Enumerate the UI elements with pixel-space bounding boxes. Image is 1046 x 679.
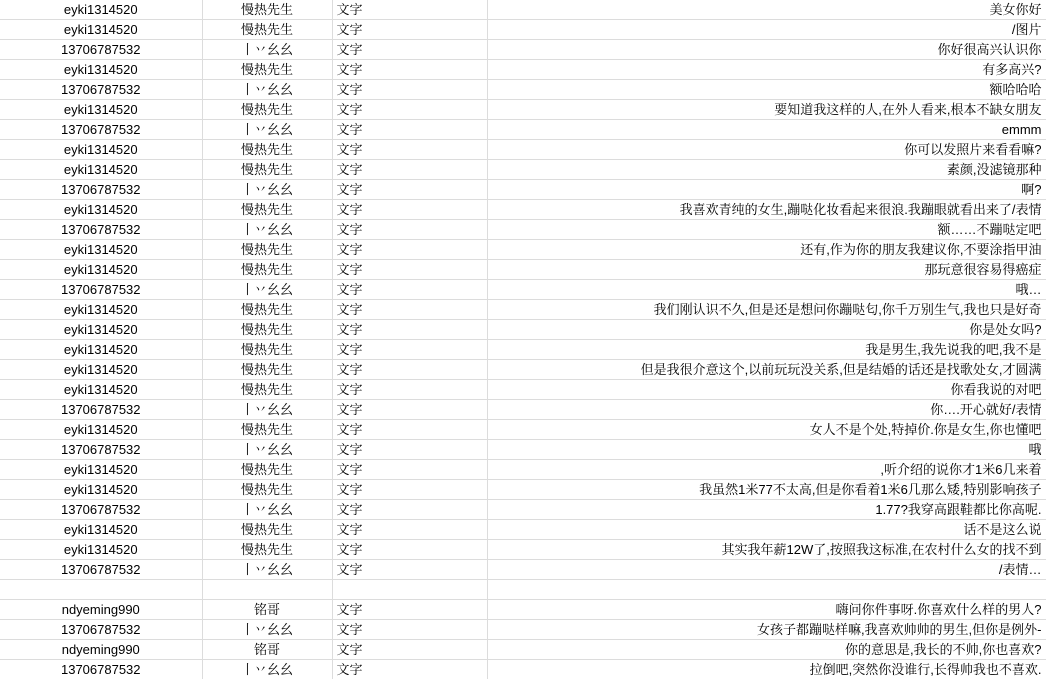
cell-message: 哦… xyxy=(487,280,1046,300)
cell-msg-type: 文字 xyxy=(332,100,487,120)
table-row xyxy=(0,540,1046,560)
cell-account: 13706787532 xyxy=(0,80,202,100)
cell-account: eyki1314520 xyxy=(0,100,202,120)
cell-msg-type: 文字 xyxy=(332,620,487,640)
table-row xyxy=(0,480,1046,500)
cell-message: 有多高兴? xyxy=(487,60,1046,80)
table-row xyxy=(0,440,1046,460)
cell-message: 你看我说的对吧 xyxy=(487,380,1046,400)
cell-message: 我喜欢青纯的女生,蹦哒化妆看起来很浪.我蹦眼就看出来了/表情 xyxy=(487,200,1046,220)
table-row xyxy=(0,240,1046,260)
table-row xyxy=(0,220,1046,240)
cell-message: 美女你好 xyxy=(487,0,1046,20)
table-row xyxy=(0,640,1046,660)
cell-message: 那玩意很容易得癌症 xyxy=(487,260,1046,280)
table-row xyxy=(0,280,1046,300)
cell-message: 哦 xyxy=(487,440,1046,460)
cell-message: 啊? xyxy=(487,180,1046,200)
table-row xyxy=(0,180,1046,200)
table-row xyxy=(0,160,1046,180)
cell-nickname: 慢热先生 xyxy=(202,20,332,40)
cell-account: eyki1314520 xyxy=(0,520,202,540)
cell-account: 13706787532 xyxy=(0,500,202,520)
cell-message: 1.77?我穿高跟鞋都比你高呢. xyxy=(487,500,1046,520)
table-row xyxy=(0,20,1046,40)
cell-nickname: 丨丷幺幺 xyxy=(202,660,332,679)
cell-msg-type: 文字 xyxy=(332,80,487,100)
cell-account: ndyeming990 xyxy=(0,640,202,660)
cell-message: 但是我很介意这个,以前玩玩没关系,但是结婚的话还是找歌处女,才圆满 xyxy=(487,360,1046,380)
cell-account: eyki1314520 xyxy=(0,480,202,500)
cell-nickname xyxy=(202,580,332,600)
cell-account: eyki1314520 xyxy=(0,60,202,80)
table-row xyxy=(0,560,1046,580)
cell-message: 你是处女吗? xyxy=(487,320,1046,340)
cell-nickname: 慢热先生 xyxy=(202,540,332,560)
cell-nickname: 丨丷幺幺 xyxy=(202,440,332,460)
cell-account: 13706787532 xyxy=(0,220,202,240)
cell-msg-type: 文字 xyxy=(332,560,487,580)
table-row xyxy=(0,620,1046,640)
cell-msg-type: 文字 xyxy=(332,120,487,140)
cell-msg-type: 文字 xyxy=(332,60,487,80)
cell-msg-type: 文字 xyxy=(332,600,487,620)
cell-message: 我们刚认识不久,但是还是想问你蹦哒匂,你千万别生气,我也只是好奇 xyxy=(487,300,1046,320)
table-row-blank xyxy=(0,580,1046,600)
cell-account: eyki1314520 xyxy=(0,240,202,260)
table-row xyxy=(0,500,1046,520)
cell-account: eyki1314520 xyxy=(0,160,202,180)
cell-account: eyki1314520 xyxy=(0,0,202,20)
cell-message: 其实我年薪12W了,按照我这标准,在农村什么女的找不到 xyxy=(487,540,1046,560)
cell-account: eyki1314520 xyxy=(0,300,202,320)
cell-message: 拉倒吧,突然你没谁行,长得帅我也不喜欢. xyxy=(487,660,1046,679)
cell-account: eyki1314520 xyxy=(0,460,202,480)
cell-msg-type: 文字 xyxy=(332,160,487,180)
cell-account: eyki1314520 xyxy=(0,260,202,280)
cell-account: 13706787532 xyxy=(0,40,202,60)
cell-account: 13706787532 xyxy=(0,440,202,460)
cell-account: 13706787532 xyxy=(0,120,202,140)
cell-msg-type: 文字 xyxy=(332,200,487,220)
cell-message: 我虽然1米77不太高,但是你看着1米6几那么矮,特别影响孩子 xyxy=(487,480,1046,500)
cell-account: eyki1314520 xyxy=(0,320,202,340)
cell-message: 话不是这么说 xyxy=(487,520,1046,540)
table-row xyxy=(0,400,1046,420)
cell-account: eyki1314520 xyxy=(0,540,202,560)
table-row xyxy=(0,0,1046,20)
cell-msg-type: 文字 xyxy=(332,380,487,400)
cell-msg-type: 文字 xyxy=(332,140,487,160)
cell-account: eyki1314520 xyxy=(0,20,202,40)
cell-account: 13706787532 xyxy=(0,560,202,580)
cell-nickname: 丨丷幺幺 xyxy=(202,280,332,300)
cell-account xyxy=(0,580,202,600)
cell-msg-type xyxy=(332,580,487,600)
cell-nickname: 慢热先生 xyxy=(202,320,332,340)
table-row xyxy=(0,660,1046,679)
table-row xyxy=(0,380,1046,400)
cell-account: eyki1314520 xyxy=(0,360,202,380)
cell-nickname: 慢热先生 xyxy=(202,100,332,120)
cell-nickname: 慢热先生 xyxy=(202,380,332,400)
cell-message: 嗨问你件事呀.你喜欢什么样的男人? xyxy=(487,600,1046,620)
table-row xyxy=(0,420,1046,440)
table-row xyxy=(0,80,1046,100)
cell-nickname: 慢热先生 xyxy=(202,460,332,480)
table-row xyxy=(0,340,1046,360)
cell-msg-type: 文字 xyxy=(332,40,487,60)
cell-msg-type: 文字 xyxy=(332,440,487,460)
cell-nickname: 慢热先生 xyxy=(202,60,332,80)
cell-msg-type: 文字 xyxy=(332,400,487,420)
cell-message: 素颜,没滤镜那种 xyxy=(487,160,1046,180)
cell-account: eyki1314520 xyxy=(0,200,202,220)
cell-account: eyki1314520 xyxy=(0,420,202,440)
cell-nickname: 慢热先生 xyxy=(202,260,332,280)
table-row xyxy=(0,200,1046,220)
cell-message: 额哈哈哈 xyxy=(487,80,1046,100)
cell-account: eyki1314520 xyxy=(0,140,202,160)
cell-message: /图片 xyxy=(487,20,1046,40)
cell-msg-type: 文字 xyxy=(332,280,487,300)
cell-message: 你….开心就好/表情 xyxy=(487,400,1046,420)
cell-nickname: 慢热先生 xyxy=(202,160,332,180)
table-row xyxy=(0,60,1046,80)
cell-account: eyki1314520 xyxy=(0,380,202,400)
cell-message: /表情… xyxy=(487,560,1046,580)
cell-nickname: 丨丷幺幺 xyxy=(202,120,332,140)
cell-message: 女孩子都蹦哒样嘛,我喜欢帅帅的男生,但你是例外- xyxy=(487,620,1046,640)
table-row xyxy=(0,360,1046,380)
cell-msg-type: 文字 xyxy=(332,260,487,280)
cell-msg-type: 文字 xyxy=(332,320,487,340)
cell-account: ndyeming990 xyxy=(0,600,202,620)
table-row xyxy=(0,40,1046,60)
cell-nickname: 慢热先生 xyxy=(202,140,332,160)
table-row xyxy=(0,120,1046,140)
cell-nickname: 慢热先生 xyxy=(202,420,332,440)
cell-msg-type: 文字 xyxy=(332,540,487,560)
cell-msg-type: 文字 xyxy=(332,0,487,20)
cell-msg-type: 文字 xyxy=(332,360,487,380)
cell-msg-type: 文字 xyxy=(332,660,487,679)
cell-message: 要知道我这样的人,在外人看来,根本不缺女朋友 xyxy=(487,100,1046,120)
cell-message: emmm xyxy=(487,120,1046,140)
cell-nickname: 慢热先生 xyxy=(202,0,332,20)
table-row xyxy=(0,260,1046,280)
cell-msg-type: 文字 xyxy=(332,480,487,500)
cell-nickname: 慢热先生 xyxy=(202,340,332,360)
cell-msg-type: 文字 xyxy=(332,240,487,260)
table-row xyxy=(0,460,1046,480)
cell-message: 你可以发照片来看看嘛? xyxy=(487,140,1046,160)
cell-message: 我是男生,我先说我的吧,我不是 xyxy=(487,340,1046,360)
cell-message: 你好很高兴认识你 xyxy=(487,40,1046,60)
cell-message: 你的意思是,我长的不帅,你也喜欢? xyxy=(487,640,1046,660)
cell-nickname: 铭哥 xyxy=(202,600,332,620)
cell-message: 还有,作为你的朋友我建议你,不要涂指甲油 xyxy=(487,240,1046,260)
cell-message: 额……不蹦哒定吧 xyxy=(487,220,1046,240)
table-row xyxy=(0,600,1046,620)
cell-nickname: 慢热先生 xyxy=(202,480,332,500)
cell-nickname: 慢热先生 xyxy=(202,360,332,380)
cell-msg-type: 文字 xyxy=(332,500,487,520)
cell-account: 13706787532 xyxy=(0,620,202,640)
cell-nickname: 铭哥 xyxy=(202,640,332,660)
cell-message xyxy=(487,580,1046,600)
cell-msg-type: 文字 xyxy=(332,340,487,360)
cell-nickname: 慢热先生 xyxy=(202,300,332,320)
cell-msg-type: 文字 xyxy=(332,300,487,320)
cell-msg-type: 文字 xyxy=(332,520,487,540)
cell-nickname: 慢热先生 xyxy=(202,520,332,540)
cell-account: 13706787532 xyxy=(0,280,202,300)
cell-nickname: 丨丷幺幺 xyxy=(202,560,332,580)
cell-nickname: 丨丷幺幺 xyxy=(202,180,332,200)
cell-nickname: 丨丷幺幺 xyxy=(202,620,332,640)
cell-nickname: 丨丷幺幺 xyxy=(202,40,332,60)
cell-nickname: 丨丷幺幺 xyxy=(202,500,332,520)
cell-nickname: 慢热先生 xyxy=(202,200,332,220)
cell-nickname: 丨丷幺幺 xyxy=(202,400,332,420)
table-row xyxy=(0,140,1046,160)
table-row xyxy=(0,300,1046,320)
cell-msg-type: 文字 xyxy=(332,220,487,240)
cell-msg-type: 文字 xyxy=(332,640,487,660)
cell-nickname: 丨丷幺幺 xyxy=(202,220,332,240)
cell-nickname: 丨丷幺幺 xyxy=(202,80,332,100)
cell-message: 女人不是个处,特掉价.你是女生,你也懂吧 xyxy=(487,420,1046,440)
cell-account: 13706787532 xyxy=(0,180,202,200)
table-row xyxy=(0,320,1046,340)
cell-account: 13706787532 xyxy=(0,660,202,679)
table-row xyxy=(0,520,1046,540)
cell-message: ,听介绍的说你才1米6几来着 xyxy=(487,460,1046,480)
cell-msg-type: 文字 xyxy=(332,20,487,40)
cell-msg-type: 文字 xyxy=(332,460,487,480)
table-row xyxy=(0,100,1046,120)
cell-account: 13706787532 xyxy=(0,400,202,420)
cell-msg-type: 文字 xyxy=(332,180,487,200)
cell-nickname: 慢热先生 xyxy=(202,240,332,260)
cell-account: eyki1314520 xyxy=(0,340,202,360)
cell-msg-type: 文字 xyxy=(332,420,487,440)
